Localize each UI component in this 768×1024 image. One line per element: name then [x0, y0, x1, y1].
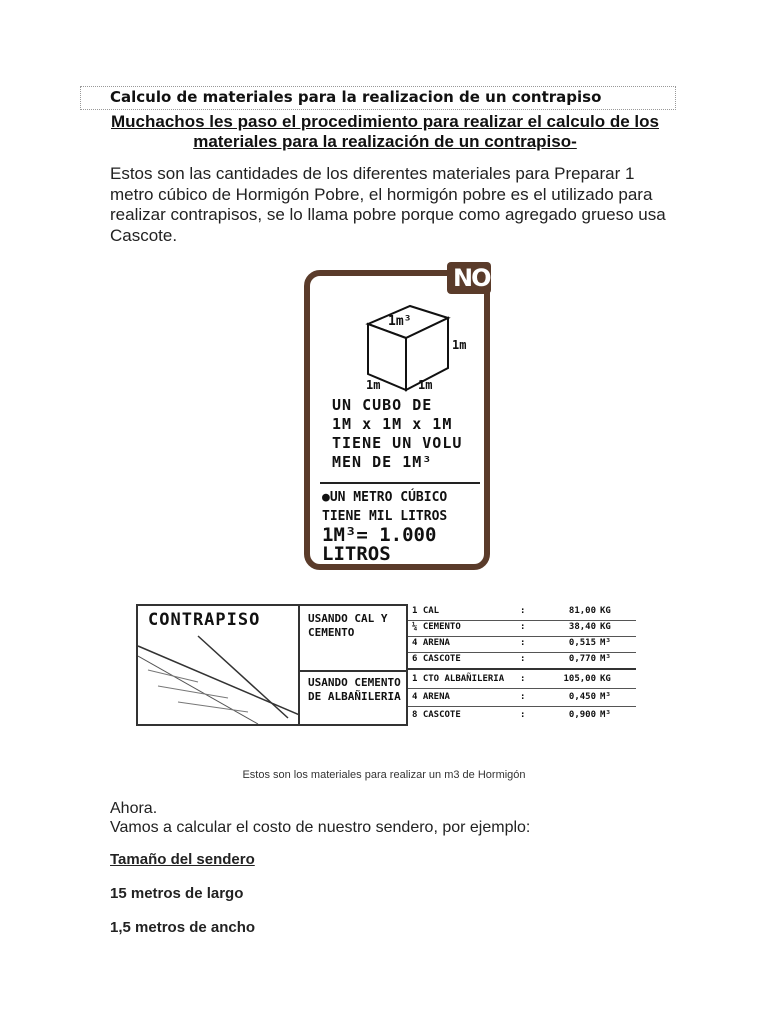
- table-row: [408, 620, 636, 637]
- cube-text-line: 1M x 1M x 1M: [332, 415, 453, 433]
- row-unit: M³: [600, 654, 611, 664]
- row-sep: :: [520, 692, 526, 702]
- table-row: [408, 636, 636, 653]
- row-sep: :: [520, 710, 526, 720]
- group-cemento-albanileria: USANDO CEMENTO DE ALBAÑILERIA: [308, 676, 401, 703]
- row-sep: :: [520, 606, 526, 616]
- row-value: 81,00: [568, 606, 596, 616]
- row-value: 105,00: [563, 674, 596, 684]
- width-text: 1,5 metros de ancho: [110, 919, 256, 936]
- row-qty: 1 CAL: [412, 606, 440, 616]
- cube-text-line: MEN DE 1M³: [332, 453, 433, 471]
- row-value: 0,770: [568, 654, 596, 664]
- intro-paragraph: Estos son las cantidades de los diferentes materiales para Preparar 1 metro cúbico de Hormigón Pobre, el hormigón pobre es el utilizado para realizar contrapisos, se lo llama pobre porque como agregado grueso usa Cascote.: [110, 164, 666, 245]
- row-qty: 1 CTO ALBAÑILERIA: [412, 674, 505, 684]
- usage-groups: [300, 604, 408, 726]
- cube-note-line1: ●UN METRO CÚBICO: [322, 490, 448, 505]
- table-row: [408, 652, 636, 670]
- table-row: [408, 708, 636, 724]
- cube-drawing: [310, 276, 484, 396]
- row-value: 0,900: [568, 710, 596, 720]
- calc-intro-text: Vamos a calcular el costo de nuestro sendero, por ejemplo:: [110, 819, 531, 836]
- row-unit: KG: [600, 622, 611, 632]
- cube-dim-right: 1m: [418, 378, 433, 392]
- table-caption: Estos son los materiales para realizar un m3 de Hormigón: [242, 769, 526, 781]
- row-qty: 4 ARENA: [412, 692, 450, 702]
- section-title: Tamaño del sendero: [110, 851, 255, 868]
- table-row: [408, 604, 636, 621]
- materials-rows: [408, 604, 636, 726]
- table-row: [408, 672, 636, 689]
- corner-tab: [447, 262, 491, 294]
- row-unit: M³: [600, 692, 611, 702]
- cube-divider: [320, 482, 480, 484]
- corner-tab-text: NO: [453, 264, 490, 292]
- row-qty: 8 CASCOTE: [412, 710, 461, 720]
- cube-note-line3: 1M³= 1.000 LITROS: [322, 524, 437, 565]
- row-sep: :: [520, 622, 526, 632]
- row-qty: ¼ CEMENTO: [412, 622, 461, 632]
- cube-dim-left: 1m: [366, 378, 381, 392]
- cube-volume-label: 1m³: [388, 314, 412, 329]
- table-row: [408, 690, 636, 707]
- header-title: Calculo de materiales para la realizacion de un contrapiso: [110, 88, 602, 106]
- row-value: 0,515: [568, 638, 596, 648]
- cube-text-line: UN CUBO DE: [332, 396, 433, 414]
- cube-dim-side: 1m: [452, 338, 467, 352]
- length-text: 15 metros de largo: [110, 885, 244, 902]
- row-unit: KG: [600, 606, 611, 616]
- row-value: 0,450: [568, 692, 596, 702]
- main-title: Muchachos les paso el procedimiento para realizar el calculo de los materiales para la realización de un contrapiso-: [111, 112, 659, 151]
- cube-text-line: TIENE UN VOLU: [332, 434, 463, 452]
- row-unit: M³: [600, 638, 611, 648]
- cube-note-line2: TIENE MIL LITROS: [322, 509, 448, 524]
- row-unit: KG: [600, 674, 611, 684]
- row-sep: :: [520, 654, 526, 664]
- group-cal-cemento: USANDO CAL Y CEMENTO: [308, 612, 388, 639]
- row-qty: 6 CASCOTE: [412, 654, 461, 664]
- cube-note: [322, 488, 484, 564]
- row-value: 38,40: [568, 622, 596, 632]
- row-qty: 4 ARENA: [412, 638, 450, 648]
- contrapiso-drawing: [138, 606, 300, 726]
- contrapiso-panel: [136, 604, 300, 726]
- cube-illustration: [304, 270, 490, 570]
- row-unit: M³: [600, 710, 611, 720]
- group-divider: [300, 670, 406, 672]
- cube-text: [332, 396, 482, 472]
- row-sep: :: [520, 674, 526, 684]
- contrapiso-title: CONTRAPISO: [148, 610, 261, 630]
- row-sep: :: [520, 638, 526, 648]
- ahora-text: Ahora.: [110, 800, 158, 817]
- materials-table: [136, 604, 636, 726]
